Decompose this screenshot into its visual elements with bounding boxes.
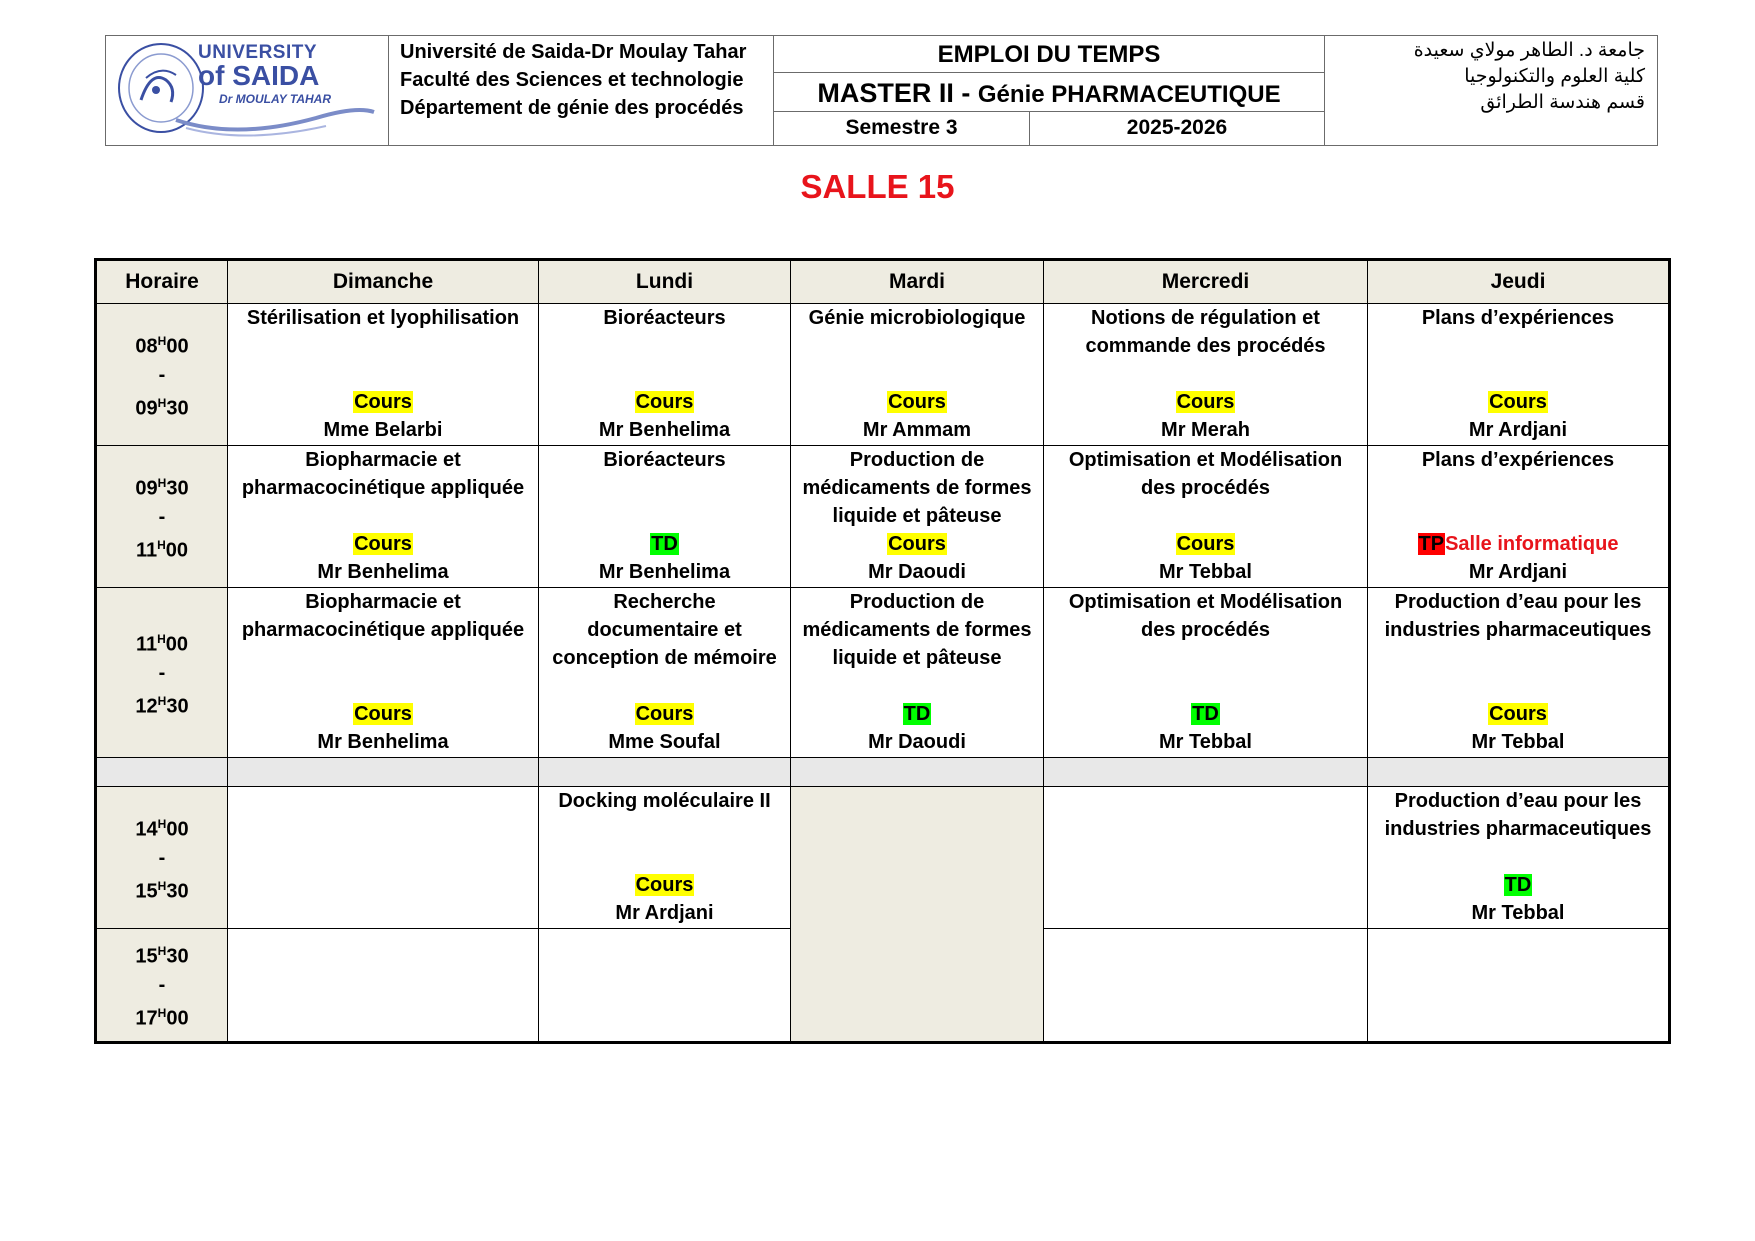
course-subject-line: liquide et pâteuse xyxy=(832,505,1002,527)
course-subject xyxy=(1044,588,1367,644)
course-subject xyxy=(228,446,538,502)
course-teacher: Mr Daoudi xyxy=(868,731,966,753)
university-line-ar: جامعة د. الطاهر مولاي سعيدة xyxy=(1413,40,1645,61)
slot-end-min: 30 xyxy=(166,880,189,903)
hour-mark: H xyxy=(157,631,166,646)
course-teacher: Mr Ardjani xyxy=(615,902,714,924)
session-type-badge: Cours xyxy=(1489,703,1547,725)
slot-end-min: 00 xyxy=(166,1007,189,1030)
program-level: MASTER II - xyxy=(817,78,978,108)
course-teacher: Mr Ardjani xyxy=(1468,419,1568,441)
slot-start-min: 30 xyxy=(166,477,189,500)
logo-line-saida: of SAIDA xyxy=(198,60,320,91)
session-type-badge: Cours xyxy=(354,533,412,555)
course-cell xyxy=(1368,787,1670,929)
course-teacher: Mr Ammam xyxy=(862,419,972,441)
course-subject xyxy=(1368,787,1668,843)
slot-separator: - xyxy=(158,505,166,528)
session-type-badge: TD xyxy=(903,703,931,725)
course-cell xyxy=(791,446,1044,588)
slot-end-hour: 17 xyxy=(135,1007,158,1030)
logo-line-university: UNIVERSITY xyxy=(198,42,318,63)
faculty-line: Faculté des Sciences et technologie xyxy=(400,69,744,91)
course-subject-line: Production de xyxy=(849,591,985,613)
session-type-badge: Cours xyxy=(635,703,694,725)
merged-empty-cell xyxy=(791,787,1044,1043)
header-horaire: Horaire xyxy=(96,260,228,304)
course-subject xyxy=(1044,304,1367,360)
course-subject-line: liquide et pâteuse xyxy=(832,647,1002,669)
header-jeudi: Jeudi xyxy=(1368,260,1670,304)
header-mercredi: Mercredi xyxy=(1044,260,1368,304)
course-cell xyxy=(1368,929,1670,1043)
course-subject-line: médicaments de formes xyxy=(802,477,1032,499)
slot-separator: - xyxy=(158,661,166,684)
room-title: SALLE 15 xyxy=(800,168,955,205)
course-subject-line: des procédés xyxy=(1141,619,1270,641)
course-teacher: Mr Tebbal xyxy=(1159,561,1252,583)
slot-end-min: 30 xyxy=(166,695,189,718)
course-teacher: Mr Benhelima xyxy=(598,561,731,583)
course-cell xyxy=(539,446,791,588)
session-type-badge: Cours xyxy=(1176,391,1235,413)
course-subject xyxy=(791,304,1043,332)
hour-mark: H xyxy=(157,816,167,831)
course-teacher: Mr Ardjani xyxy=(1468,561,1568,583)
doc-title: EMPLOI DU TEMPS xyxy=(774,36,1324,73)
course-subject-line: Plans d’expériences xyxy=(1421,449,1615,471)
hour-mark: H xyxy=(157,395,167,410)
department-line: Département de génie des procédés xyxy=(400,97,744,119)
session-type-badge: Cours xyxy=(888,533,946,555)
course-cell xyxy=(539,787,791,929)
university-name-fr xyxy=(389,36,774,145)
break-cell xyxy=(539,758,791,787)
course-cell xyxy=(1044,588,1368,758)
break-cell xyxy=(1044,758,1368,787)
university-logo xyxy=(106,36,389,145)
course-cell xyxy=(791,304,1044,446)
university-line: Université de Saida-Dr Moulay Tahar xyxy=(400,41,747,63)
slot-end-min: 00 xyxy=(165,539,189,562)
header-mardi: Mardi xyxy=(791,260,1044,304)
table-row xyxy=(96,787,1670,929)
table-row xyxy=(96,446,1670,588)
course-cell xyxy=(1044,446,1368,588)
course-subject xyxy=(539,787,790,815)
session-type-badge: TP xyxy=(1418,533,1445,555)
course-subject xyxy=(791,446,1043,530)
break-cell xyxy=(228,758,539,787)
course-cell xyxy=(1044,929,1368,1043)
course-teacher: Mme Soufal xyxy=(608,731,721,753)
course-subject xyxy=(791,588,1043,672)
slot-end-hour: 11 xyxy=(135,539,158,562)
course-teacher: Mr Benhelima xyxy=(317,561,449,583)
slot-end-hour: 15 xyxy=(135,880,158,903)
hour-mark: H xyxy=(157,475,167,490)
timetable xyxy=(94,258,1671,1044)
slot-start-min: 00 xyxy=(166,818,189,841)
header-dimanche: Dimanche xyxy=(228,260,539,304)
course-subject xyxy=(1044,446,1367,502)
slot-separator: - xyxy=(158,363,166,386)
time-slot xyxy=(96,588,228,758)
slot-start-min: 30 xyxy=(166,946,189,968)
course-cell xyxy=(1368,588,1670,758)
slot-separator: - xyxy=(158,846,166,869)
program-title xyxy=(774,73,1324,112)
course-subject-line: conception de mémoire xyxy=(552,647,777,669)
course-cell xyxy=(1044,787,1368,929)
header-lundi: Lundi xyxy=(539,260,791,304)
session-type-badge: Cours xyxy=(1176,533,1235,555)
session-type-badge: Cours xyxy=(354,391,412,413)
course-subject-line: Docking moléculaire II xyxy=(558,790,771,812)
session-type-badge: Cours xyxy=(888,391,946,413)
hour-mark: H xyxy=(157,1006,167,1020)
course-subject-line: Stérilisation et lyophilisation xyxy=(246,307,520,329)
slot-separator: - xyxy=(158,974,166,996)
course-subject-line: Plans d’expériences xyxy=(1421,307,1615,329)
university-name-ar xyxy=(1325,36,1657,145)
course-subject xyxy=(539,446,790,474)
course-cell xyxy=(539,929,791,1043)
course-subject-line: des procédés xyxy=(1141,477,1270,499)
time-slot xyxy=(96,787,228,929)
course-subject-line: Optimisation et Modélisation xyxy=(1068,449,1343,471)
course-subject xyxy=(539,304,790,332)
course-subject-line: médicaments de formes xyxy=(802,619,1032,641)
course-teacher: Mr Daoudi xyxy=(868,561,966,583)
course-subject-line: Génie microbiologique xyxy=(808,307,1026,329)
time-slot xyxy=(96,929,228,1043)
course-subject-line: industries pharmaceutiques xyxy=(1384,818,1652,840)
academic-year: 2025-2026 xyxy=(1126,116,1228,139)
course-teacher: Mr Tebbal xyxy=(1159,731,1252,753)
course-subject-line: pharmacocinétique appliquée xyxy=(241,619,525,641)
session-room: Salle informatique xyxy=(1445,533,1619,555)
course-teacher: Mr Merah xyxy=(1161,419,1250,441)
faculty-line-ar: كلية العلوم والتكنولوجيا xyxy=(1464,66,1645,87)
course-subject-line: documentaire et xyxy=(587,619,742,641)
course-teacher: Mr Tebbal xyxy=(1471,902,1565,924)
slot-end-min: 30 xyxy=(166,397,189,420)
hour-mark: H xyxy=(157,944,167,959)
course-subject-line: commande des procédés xyxy=(1085,335,1326,357)
course-cell xyxy=(1044,304,1368,446)
course-subject-line: pharmacocinétique appliquée xyxy=(241,477,525,499)
table-header-row xyxy=(96,260,1670,304)
session-type-badge: TD xyxy=(1192,703,1219,725)
slot-start-min: 00 xyxy=(165,633,189,656)
session-type-badge: Cours xyxy=(635,391,694,413)
course-subject-line: Biopharmacie et xyxy=(305,449,461,471)
slot-start-hour: 09 xyxy=(135,477,158,500)
course-subject xyxy=(1368,304,1668,332)
document-header xyxy=(105,35,1658,146)
session-type-badge: Cours xyxy=(635,874,694,896)
course-cell xyxy=(539,588,791,758)
course-subject-line: Bioréacteurs xyxy=(603,307,726,329)
time-slot xyxy=(96,304,228,446)
course-subject xyxy=(1368,446,1668,474)
slot-end-hour: 12 xyxy=(135,695,158,718)
course-subject-line: Notions de régulation et xyxy=(1091,307,1320,329)
hour-mark: H xyxy=(157,537,166,552)
hour-mark: H xyxy=(157,693,167,708)
course-subject-line: Optimisation et Modélisation xyxy=(1068,591,1343,613)
course-subject-line: Bioréacteurs xyxy=(603,449,726,471)
hour-mark: H xyxy=(157,333,167,348)
course-subject-line: Production d’eau pour les xyxy=(1394,790,1642,812)
session-type-badge: Cours xyxy=(1489,391,1547,413)
break-cell xyxy=(1368,758,1670,787)
course-subject xyxy=(1368,588,1668,644)
course-cell xyxy=(228,304,539,446)
course-cell xyxy=(1368,304,1670,446)
time-slot xyxy=(96,446,228,588)
header-title-block xyxy=(774,36,1325,145)
department-line-ar: قسم هندسة الطرائق xyxy=(1480,92,1645,113)
course-cell xyxy=(791,588,1044,758)
course-teacher: Mme Belarbi xyxy=(323,419,443,441)
course-cell xyxy=(228,588,539,758)
slot-start-hour: 11 xyxy=(135,633,158,656)
course-subject-line: Biopharmacie et xyxy=(305,591,461,613)
hour-mark: H xyxy=(157,878,167,893)
course-subject xyxy=(228,588,538,644)
course-cell xyxy=(539,304,791,446)
logo-line-name: Dr MOULAY TAHAR xyxy=(219,92,331,106)
course-subject-line: Production d’eau pour les xyxy=(1394,591,1642,613)
course-subject-line: Production de xyxy=(849,449,985,471)
semester-label: Semestre 3 xyxy=(774,112,1030,145)
course-teacher: Mr Benhelima xyxy=(317,731,449,753)
program-field: Génie PHARMACEUTIQUE xyxy=(977,81,1281,108)
slot-start-min: 00 xyxy=(166,335,189,358)
course-cell xyxy=(1368,446,1670,588)
slot-start-hour: 14 xyxy=(135,818,158,841)
course-subject xyxy=(539,588,790,672)
table-row xyxy=(96,588,1670,758)
table-row xyxy=(96,304,1670,446)
course-cell xyxy=(228,787,539,929)
course-cell xyxy=(228,929,539,1043)
session-type-badge: Cours xyxy=(354,703,412,725)
course-cell xyxy=(228,446,539,588)
slot-start-hour: 08 xyxy=(135,335,158,358)
lunch-break-row xyxy=(96,758,1670,787)
course-subject xyxy=(228,304,538,332)
session-type-badge: TD xyxy=(1504,874,1532,896)
course-subject-line: industries pharmaceutiques xyxy=(1384,619,1652,641)
session-type-badge: TD xyxy=(651,533,678,555)
slot-end-hour: 09 xyxy=(135,397,158,420)
course-teacher: Mr Benhelima xyxy=(598,419,731,441)
slot-start-hour: 15 xyxy=(135,946,158,968)
break-cell xyxy=(96,758,228,787)
course-subject-line: Recherche xyxy=(613,591,716,613)
course-teacher: Mr Tebbal xyxy=(1471,731,1565,753)
break-cell xyxy=(791,758,1044,787)
